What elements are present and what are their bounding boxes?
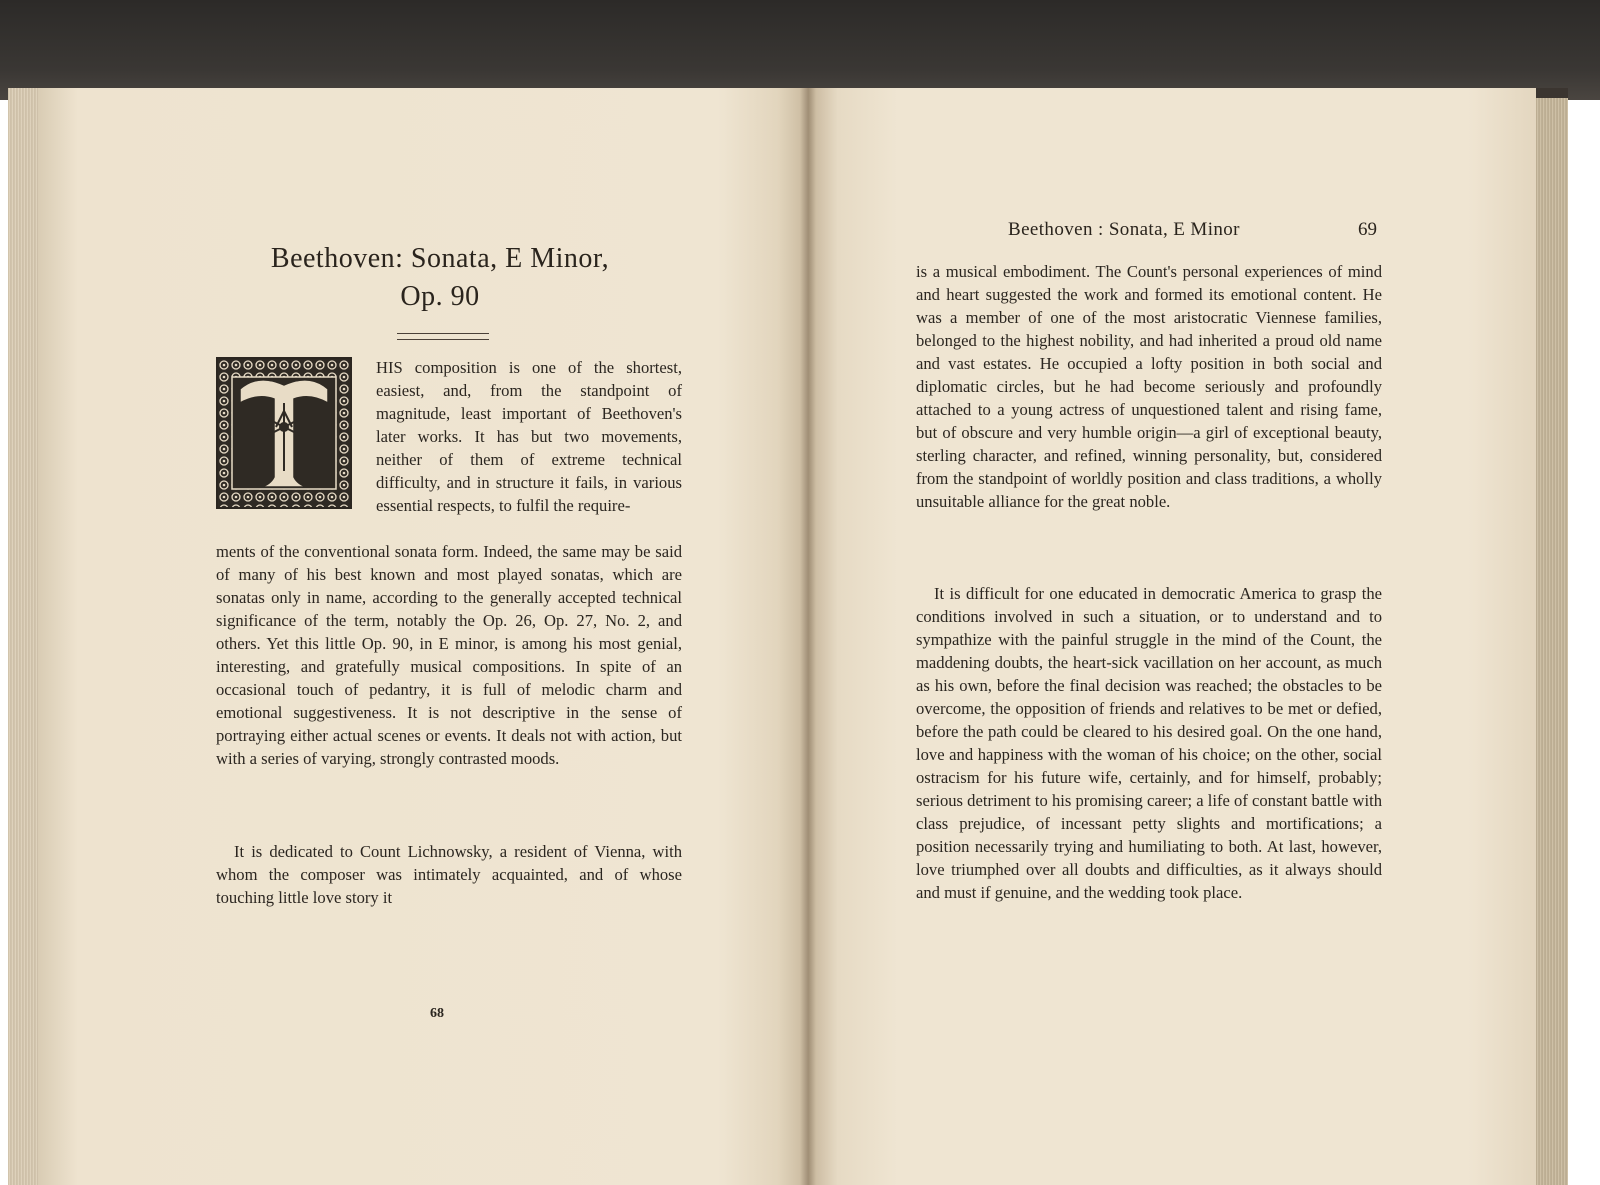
chapter-title <box>200 240 680 316</box>
scan-background <box>0 0 1600 100</box>
title-divider <box>397 333 489 340</box>
ornamental-drop-cap <box>216 357 352 509</box>
running-header: Beethoven : Sonata, E Minor <box>1008 219 1240 240</box>
drop-cap-ornament-icon <box>218 359 350 507</box>
left-paragraph-dedication: It is dedicated to Count Lichnowsky, a resident of Vienna, with whom the composer was intimately acquainted, and of whose touching little love story it <box>216 842 682 907</box>
left-page-edges <box>8 88 38 1185</box>
left-paragraph-opening: HIS composition is one of the shortest, easiest, and, from the standpoint of magnitude, least important of Beethoven's later works. It has but two movements, neither of them of extreme technical difficulty, and in structure it fails, in various essential respects, to fulfil the require- <box>376 358 682 515</box>
book-gutter <box>800 88 816 1185</box>
left-page-number: 68 <box>430 1006 444 1021</box>
right-page-edges <box>1536 98 1568 1185</box>
chapter-title-line1: Beethoven: Sonata, E Minor, <box>270 243 610 274</box>
chapter-title-line2: Op. 90 <box>400 281 480 312</box>
right-paragraph-2: It is difficult for one educated in democratic America to grasp the conditions involved in such a situation, or to understand and to sympathize with the painful struggle in the mind of the Count, the maddening doubts, the heart-sick vacillation on her account, as much as his own, before the final decision was reached; the obstacles to be overcome, the opposition of friends and relatives to be met or defied, before the path could be cleared to his desired goal. On the one hand, love and happiness with the woman of his choice; on the other, social ostracism for his future wife, certainly, and for himself, probably; serious detriment to his promising career; a life of constant battle with class prejudice, of incessant petty slights and mortifications; a position necessarily trying and humiliating to both. At last, however, love triumphed over all doubts and difficulties, as it always should and must if genuine, and the wedding took place. <box>916 584 1382 902</box>
left-paragraph-continued: ments of the conventional sonata form. Indeed, the same may be said of many of his best known and most played sonatas, which are sonatas only in name, according to the generally accepted technical significance of the term, notably the Op. 26, Op. 27, No. 2, and others. Yet this little Op. 90, in E minor, is among his most genial, interesting, and gratefully musical compositions. In spite of an occasional touch of pedantry, it is full of melodic charm and emotional suggestiveness. It is not descriptive in the sense of portraying either actual scenes or events. It deals not with action, but with a series of varying, strongly contrasted moods. <box>216 542 682 768</box>
right-page-number: 69 <box>1358 219 1377 240</box>
right-paragraph-1: is a musical embodiment. The Count's personal experiences of mind and heart suggested the work and formed its emotional content. He was a member of one of the most aristocratic Viennese families, belonged to the highest nobility, and had inherited a proud old name and vast estates. He occupied a lofty position in both social and diplomatic circles, but he had become seriously and profoundly attached to a young actress of unquestioned talent and rising fame, but of obscure and very humble origin—a girl of exceptional beauty, sterling character, and refined, winning personality, but, considered from the standpoint of worldly position and class traditions, a wholly unsuitable alliance for the great noble. <box>916 262 1382 511</box>
